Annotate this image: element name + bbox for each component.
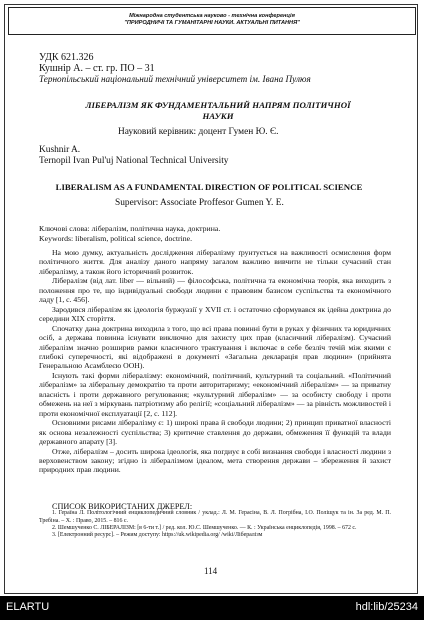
supervisor-ua: Науковий керівник: доцент Гумен Ю. Є. <box>118 127 279 137</box>
body-paragraph: Лібералізм (від лат. liber — вільний) — філософська, політична та економічна теорія, яка виходить з положення про те, що індивідуальні свободи людини є правовим базисом суспільства та економічного ладу [1, с. 456]. <box>39 276 391 305</box>
repository-name: ELARTU <box>6 601 50 613</box>
body-paragraph: Зародився лібералізм як ідеологія буржуазії у XVII ст. і остаточно сформувався як ідейна доктрина до середини XIX сторіття. <box>39 304 391 324</box>
author-en: Kushnir A. <box>39 145 81 155</box>
body-paragraph: Основними рисами лібералізму є: 1) широкі права й свободи людини; 2) принцип приватної власності як основа незалежності суспільства; 3) критичне ставлення до держави, обмеження її функцій та влади державного апарату [3]. <box>39 418 391 447</box>
institution-ua: Тернопільський національний технічний університет ім. Івана Пулюя <box>39 74 311 84</box>
paper-title-en: LIBERALISM AS A FUNDAMENTAL DIRECTION OF POLITICAL SCIENCE <box>55 182 363 192</box>
reference-item: 3. [Електронний ресурс]. – Режим доступу: https://uk.wikipedia.org/ /wiki/Лібералізм <box>52 532 263 539</box>
references-section <box>39 503 391 539</box>
paper-title-ua: ЛІБЕРАЛІЗМ ЯК ФУНДАМЕНТАЛЬНИЙ НАПРЯМ ПОЛІТИЧНОЇ НАУКИ <box>85 100 351 121</box>
author-ua: Кушнір А. – ст. гр. ПО – 31 <box>39 63 155 74</box>
body-paragraph: На мою думку, актуальність дослідження лібералізму ґрунтується на важливості осмислення форм політичного життя. Для аналізу даного напряму загалом важливо вивчити не тільки сучасний стан лібералізму, а також його історичний розвиток. <box>39 248 391 276</box>
body-paragraph: Спочатку дана доктрина виходила з того, що всі права повинні бути в руках у фізичних та юридичних осіб, а держава повинна існувати виключно для захисту цих прав (класичний лібералізм). Сучасний лібералізм значно розширив рамки класичного трактування і включає в себе безліч течій між якими є глибокі суперечності, які відображені в документі «Загальна декларація прав людини» (прийнята Генеральною Асамблеєю ООН). <box>39 323 391 371</box>
handle-identifier: hdl:lib/25234 <box>355 601 418 613</box>
keywords-en: Keywords: liberalism, political science, doctrine. <box>39 234 193 243</box>
body-paragraph: Існують такі форми лібералізму: економічний, політичний, культурний та соціальний. «Політичний лібералізм» за ліберальну демократію та проти авторитаризму; «економічний лібералізм» — за приватну власність і проти державного регулювання; «культурний лібералізм» — за особисту свободу і проти обмежень на неї з міркувань патріотизму або релігії; «соціальний лібералізм» — за рівність можливостей і проти економічної експлуатації [2, с. 112]. <box>39 370 391 418</box>
conference-header-line-1: Міжнародна студентська науково - технічна конференція <box>129 13 295 19</box>
page-number: 114 <box>204 566 218 576</box>
reference-item: 2. Шемшученко С. ЛІБЕРАЛІЗМ: [в 6-ти т.] / ред. кол. Ю.С. Шемшученко. — К. : Українська енциклопедія, 1998. – 672 с. <box>52 524 357 531</box>
supervisor-en: Supervisor: Associate Proffesor Gumen Y. E. <box>115 198 284 208</box>
udk-code: УДК 621.326 <box>39 52 94 63</box>
repository-footer <box>0 596 424 620</box>
conference-header <box>8 7 416 35</box>
conference-header-line-2: "ПРИРОДНИЧІ ТА ГУМАНІТАРНІ НАУКИ. АКТУАЛЬНІ ПИТАННЯ" <box>124 19 300 26</box>
institution-en: Ternopil Ivan Pul'uj National Technical University <box>39 156 229 166</box>
reference-item: 1. Гераїна Л. Політологічний енциклопедичний словник / уклад.: Л. М. Герасіна, В. Л. Погрібна, І.О. Поліщук та ін. За ред. М. П. Требіна. – Х. : Право, 2015. – 816 с. <box>39 510 391 524</box>
body-paragraph: Отже, лібералізм – досить широка ідеологія, яка погдиує в собі визнання свободи і власності людини з верховенством закону; згідно із лібералізмом ідеалом, мета створення держави – збереження й захист природних прав людини. <box>39 446 391 475</box>
body-text <box>39 248 391 475</box>
references-title: СПИСОК ВИКОРИСТАНИХ ДЖЕРЕЛ: <box>52 502 193 511</box>
keywords-ua: Ключові слова: лібералізм, політична наука, доктрина. <box>39 224 221 233</box>
